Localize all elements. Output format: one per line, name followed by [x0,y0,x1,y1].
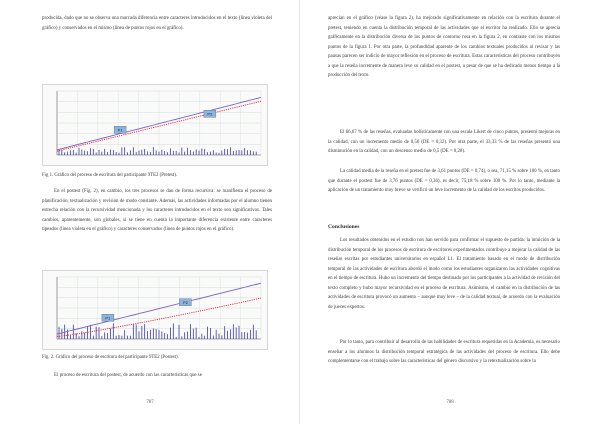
paragraph-1: aprecian en el gráfico (véase la figura 2), ha mejorado significativamente en relación con la escritura durante el pretest, teniendo en cuenta la distribución temporal de las actividades que el escritor ha realizado. Ello se aprecia gráficamente en la distribución diversa de los puntos de contorno rosa en la figura 2, en contraste con los mismos puntos de la figura 1. Por otra parte, la profundidad aparente de los cambios textuales producidos al revisar y las pausas parecen ser indicio de mayor reflexión en el proceso de escritura. Estas características del proceso contribuyen a que la reseña incremente de manera leve su calidad en el postest, a pesar de que se ha dedicado menos tiempo a la producción del texto. [328,16,560,78]
paragraph-3: La calidad media de la reseña en el pretest fue de 3,61 puntos (DE = 0,74), o sea, 71,15 % sobre 100 %, en tanto que durante el postest fue de 3,76 puntos (DE = 0,36), es decir, 75,18 % sobre 100 %. Por lo tanto, mediante la aplicación de un tratamiento muy breve se verificó un leve incremento de la calidad de los escritos producidos. [328,169,560,193]
process-label-text: P2 [182,299,188,305]
paragraph-4: Los resultados obtenidos en el estudio nos han servido para confirmar el supuesto de partida: la intuición de la distribución temporal de los procesos de escritura de escritores experimentados contribuye a mejorar la calidad de las reseñas escritas por estudiantes universitarios en español L1. El tratamiento basado en el modo de distribución temporal de las actividades de escritura abordó el modo como los estudiantes organizaron las actividades cognitivas en el tiempo de escritura. Hubo un incremento del tiempo destinado por los participantes a la actividad de revisión del texto completo y hubo mayor recursividad en el proceso de escritura. Asimismo, el cambio en la distribución de las actividades de escritura provocó un aumento – aunque muy leve – de la calidad textual, de acuerdo con la evaluación de jueces expertos. [328,238,560,310]
paragraph-top: producida, dado que no se observa una marcada diferencia entre caracteres introducidos en el texto (línea violeta del gráfico) y conservados en el mismo (línea de puntos rojos en el gráfico). [42,16,272,31]
process-label-text: P1 [105,315,111,321]
figure-2-caption: Fig. 2. Gráfico del proceso de escritura del participante 9TE2 (Postest). [42,355,179,360]
figure-2-chart [42,270,268,350]
paragraph-2: El 66,67 % de las reseñas, evaluadas holísticamente con una escala Likert de cinco puntos, presentó mejoras en la calidad, con un incremento medio de 0,50 (DE = 0,32). Por otra parte, el 33,33 % de las reseñas presentó una disminución en la calidad, con un descenso medio de 0,5 (DE = 0,28). [328,130,560,154]
figure-1-chart [42,84,268,166]
page-number-left: 787 [146,400,154,405]
process-label-text: P2 [207,111,213,117]
paragraph-bottom: El proceso de escritura del postest, de acuerdo con las características que se [54,373,202,378]
process-label-text: P1 [117,127,123,133]
paragraph-5: Por lo tanto, para contribuir al desarrollo de las habilidades de escritura requeridas en la Academia, es necesario enseñar a los alumnos la distribución temporal estratégica de las actividades del proceso de escritura. Ello debe complementarse con el trabajo sobre las características del género discursivo y la retextualización sobre la [328,340,560,364]
section-heading-conclusiones: Conclusiones [328,224,360,230]
figure-2-svg [43,271,267,349]
figure-1-svg [43,85,267,165]
figure-1-caption: Fig 1. Gráfico del proceso de escritura del participante 9TE2 (Pretest). [42,173,178,178]
page-number-right: 788 [446,400,454,405]
right-page [300,0,600,424]
paragraph-middle: En el postest (Fig. 2), en cambio, los tres procesos se dan de forma recursiva: se manifiesta el proceso de planificación, textualización y revisión de modo constante. Además, las actividades informadas por el alumno tienen estrecha relación con la recursividad mencionada y los caracteres introducidos en el texto son significativos. Tales cambios, aparentemente, son globales, si se tiene en cuenta la importante diferencia existente entre caracteres tipeados (línea violeta en el gráfico) y caracteres conservados (línea de puntos rojos en el gráfico). [42,189,272,232]
